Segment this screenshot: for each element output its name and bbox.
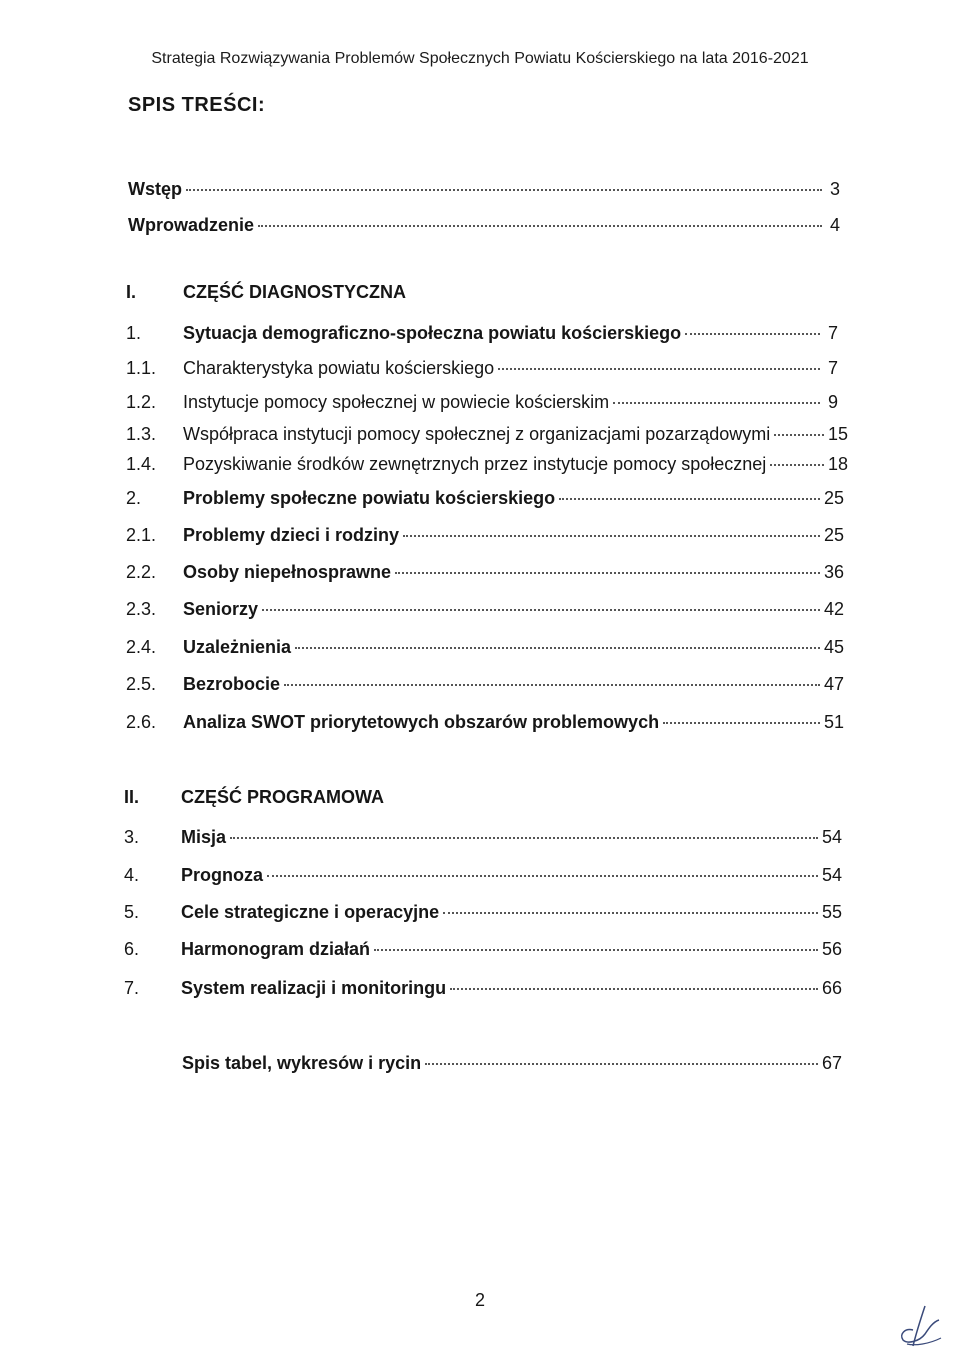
- toc-entry[interactable]: [126, 596, 844, 622]
- toc-entry[interactable]: [126, 485, 844, 511]
- section-title: CZĘŚĆ PROGRAMOWA: [181, 787, 385, 807]
- entry-number: 2.5.: [126, 674, 157, 694]
- entry-page: 56: [821, 939, 842, 959]
- entry-page: 51: [823, 712, 844, 732]
- entry-title: Analiza SWOT priorytetowych obszarów problemowych: [183, 712, 660, 732]
- entry-number: 7.: [124, 978, 140, 998]
- dot-leader: [374, 949, 818, 951]
- entry-number: 1.4.: [126, 454, 157, 474]
- entry-page: 25: [823, 525, 844, 545]
- toc-entry[interactable]: [126, 320, 838, 346]
- dot-leader: [774, 434, 824, 436]
- toc-entry[interactable]: [124, 975, 842, 1001]
- toc-entry-tables-list[interactable]: [182, 1050, 842, 1076]
- entry-page: 9: [827, 392, 838, 412]
- entry-title: Wstęp: [128, 179, 182, 199]
- entry-page: 36: [823, 562, 844, 582]
- toc-entry[interactable]: [126, 709, 844, 735]
- entry-number: 6.: [124, 939, 140, 959]
- entry-page: 54: [821, 865, 842, 885]
- entry-page: 15: [827, 424, 848, 444]
- section-heading-part-1: [126, 282, 406, 303]
- toc-entry[interactable]: [124, 862, 842, 888]
- toc-entry-wprowadzenie[interactable]: [128, 212, 840, 238]
- entry-number: 3.: [124, 827, 140, 847]
- entry-number: 5.: [124, 902, 140, 922]
- dot-leader: [685, 333, 820, 335]
- toc-entry[interactable]: [124, 824, 842, 850]
- entry-page: 55: [821, 902, 842, 922]
- entry-number: 2.: [126, 488, 142, 508]
- dot-leader: [443, 912, 818, 914]
- entry-number: 1.: [126, 323, 142, 343]
- entry-number: 2.2.: [126, 562, 157, 582]
- entry-page: 54: [821, 827, 842, 847]
- entry-title: Uzależnienia: [183, 637, 292, 657]
- entry-page: 66: [821, 978, 842, 998]
- entry-number: 2.6.: [126, 712, 157, 732]
- dot-leader: [230, 837, 818, 839]
- toc-entry[interactable]: [126, 421, 848, 447]
- entry-title: Spis tabel, wykresów i rycin: [182, 1053, 422, 1073]
- dot-leader: [403, 535, 820, 537]
- entry-title: Wprowadzenie: [128, 215, 255, 235]
- entry-title: Cele strategiczne i operacyjne: [181, 902, 440, 922]
- page-header: Strategia Rozwiązywania Problemów Społecznych Powiatu Kościerskiego na lata 2016-2021: [151, 50, 809, 67]
- entry-title: Misja: [181, 827, 227, 847]
- dot-leader: [770, 464, 824, 466]
- section-number: II.: [124, 787, 140, 807]
- entry-title: Osoby niepełnosprawne: [183, 562, 392, 582]
- dot-leader: [559, 498, 820, 500]
- toc-entry[interactable]: [126, 451, 848, 477]
- dot-leader: [498, 368, 820, 370]
- entry-title: Seniorzy: [183, 599, 259, 619]
- entry-title: Sytuacja demograficzno-społeczna powiatu kościerskiego: [183, 323, 682, 343]
- page-number: 2: [474, 1290, 485, 1310]
- entry-page: 7: [827, 358, 838, 378]
- dot-leader: [663, 722, 820, 724]
- entry-page: 18: [827, 454, 848, 474]
- toc-entry[interactable]: [126, 671, 844, 697]
- entry-title: Problemy dzieci i rodziny: [183, 525, 400, 545]
- entry-page: 7: [827, 323, 838, 343]
- entry-number: 2.4.: [126, 637, 157, 657]
- toc-entry[interactable]: [126, 634, 844, 660]
- entry-title: Charakterystyka powiatu kościerskiego: [183, 358, 495, 378]
- toc-entry[interactable]: [124, 936, 842, 962]
- entry-number: 2.3.: [126, 599, 157, 619]
- section-heading-part-2: [124, 787, 384, 808]
- entry-number: 1.1.: [126, 358, 157, 378]
- entry-page: 42: [823, 599, 844, 619]
- dot-leader: [258, 225, 822, 227]
- toc-heading: SPIS TREŚCI:: [128, 94, 266, 116]
- toc-entry[interactable]: [126, 559, 844, 585]
- entry-title: Współpraca instytucji pomocy społecznej z organizacjami pozarządowymi: [183, 424, 771, 444]
- entry-page: 3: [829, 179, 840, 199]
- entry-page: 25: [823, 488, 844, 508]
- dot-leader: [450, 988, 818, 990]
- section-title: CZĘŚĆ DIAGNOSTYCZNA: [183, 282, 407, 302]
- entry-title: System realizacji i monitoringu: [181, 978, 447, 998]
- entry-number: 1.3.: [126, 424, 157, 444]
- dot-leader: [295, 647, 820, 649]
- dot-leader: [267, 875, 818, 877]
- entry-page: 67: [821, 1053, 842, 1073]
- dot-leader: [425, 1063, 818, 1065]
- toc-entry[interactable]: [126, 522, 844, 548]
- entry-page: 45: [823, 637, 844, 657]
- entry-title: Instytucje pomocy społecznej w powiecie kościerskim: [183, 392, 610, 412]
- dot-leader: [284, 684, 820, 686]
- toc-entry[interactable]: [124, 899, 842, 925]
- toc-entry[interactable]: [126, 355, 838, 381]
- dot-leader: [262, 609, 820, 611]
- section-number: I.: [126, 282, 137, 302]
- entry-title: Prognoza: [181, 865, 264, 885]
- entry-title: Bezrobocie: [183, 674, 281, 694]
- entry-title: Problemy społeczne powiatu kościerskiego: [183, 488, 556, 508]
- entry-page: 4: [829, 215, 840, 235]
- entry-title: Harmonogram działań: [181, 939, 371, 959]
- signature-mark: [895, 1300, 951, 1354]
- entry-number: 2.1.: [126, 525, 157, 545]
- entry-page: 47: [823, 674, 844, 694]
- dot-leader: [613, 402, 820, 404]
- entry-number: 1.2.: [126, 392, 157, 412]
- dot-leader: [186, 189, 822, 191]
- entry-title: Pozyskiwanie środków zewnętrznych przez instytucje pomocy społecznej: [183, 454, 767, 474]
- dot-leader: [395, 572, 820, 574]
- toc-entry-wstep[interactable]: [128, 176, 840, 202]
- entry-number: 4.: [124, 865, 140, 885]
- toc-entry[interactable]: [126, 389, 838, 415]
